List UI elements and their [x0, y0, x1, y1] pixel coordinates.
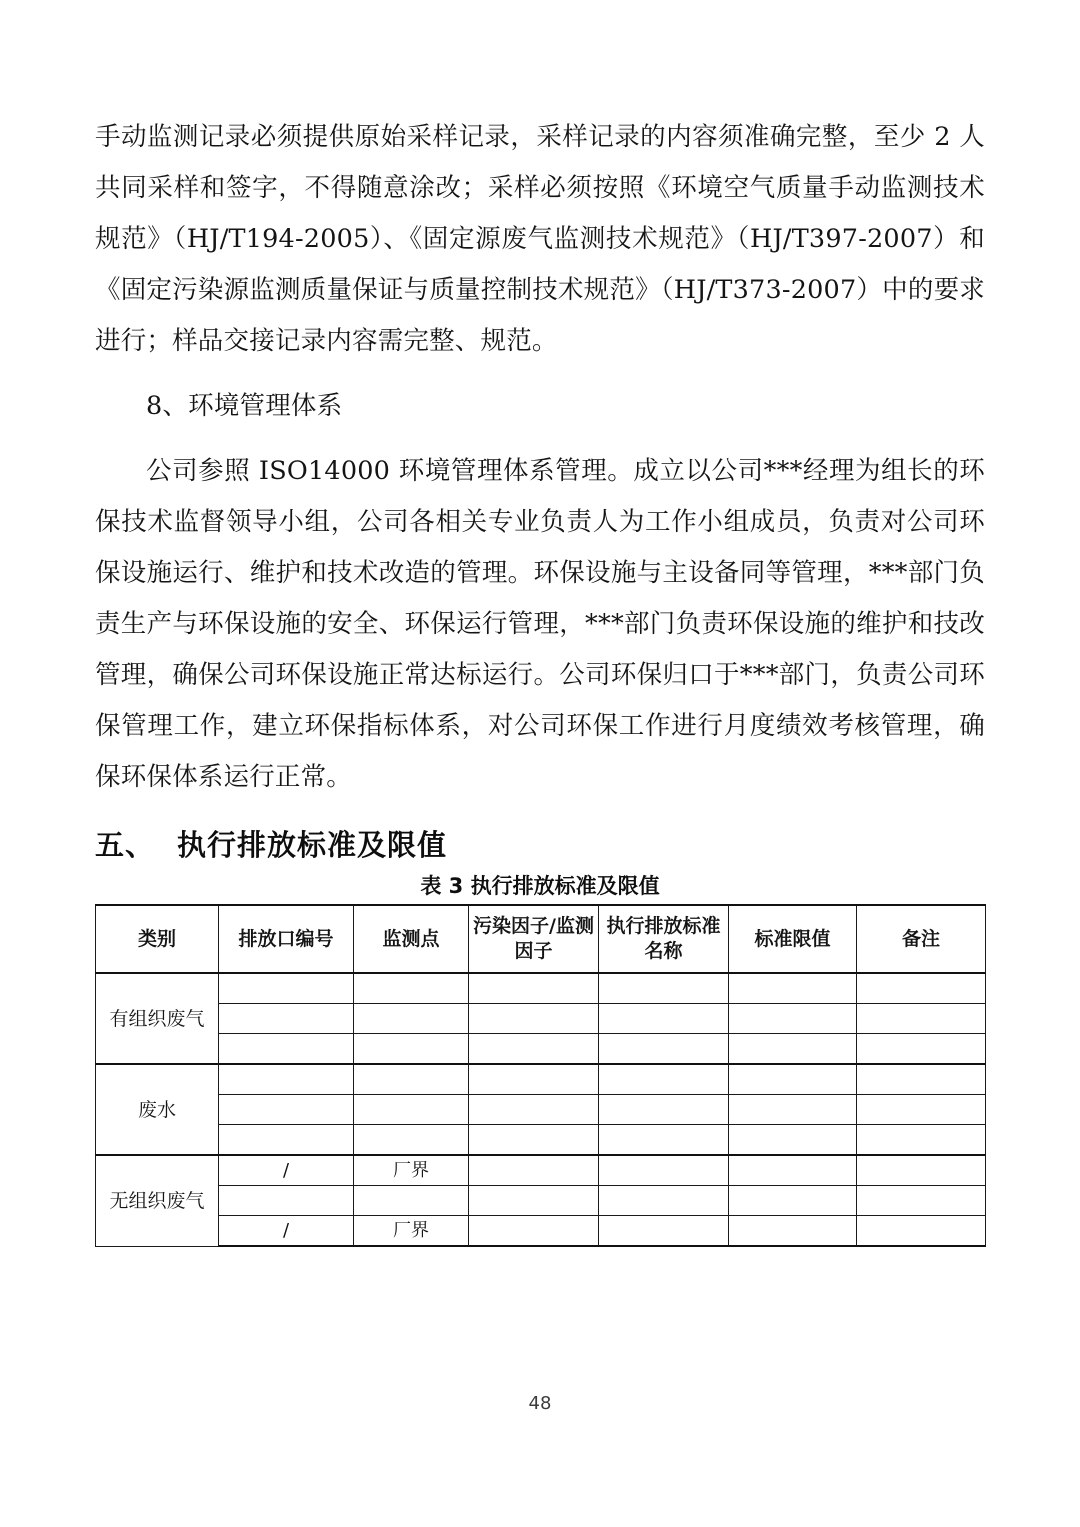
cell-standard-name [599, 1186, 729, 1216]
header-remark: 备注 [857, 905, 986, 973]
cell-standard-name [599, 1034, 729, 1065]
cell-category-wastewater: 废水 [96, 1064, 219, 1155]
cell-standard-name [599, 1216, 729, 1247]
cell-monitor-point [354, 1095, 469, 1125]
cell-pollutant-factor [469, 1034, 599, 1065]
cell-outlet-id: / [219, 1155, 354, 1186]
table-row [96, 1064, 986, 1095]
cell-monitor-point: 厂界 [354, 1216, 469, 1247]
cell-standard-name [599, 1095, 729, 1125]
cell-pollutant-factor [469, 1125, 599, 1156]
cell-pollutant-factor [469, 1155, 599, 1186]
cell-monitor-point [354, 973, 469, 1004]
header-category: 类别 [96, 905, 219, 973]
cell-pollutant-factor [469, 1004, 599, 1034]
cell-standard-limit [729, 1216, 857, 1247]
table-header-row [96, 905, 986, 973]
cell-standard-limit [729, 1064, 857, 1095]
cell-outlet-id [219, 1034, 354, 1065]
cell-pollutant-factor [469, 1095, 599, 1125]
cell-standard-name [599, 1064, 729, 1095]
cell-monitor-point [354, 1125, 469, 1156]
page-number: 48 [528, 1393, 552, 1414]
cell-outlet-id [219, 973, 354, 1004]
section-number: 五、 [95, 828, 156, 862]
table-row [96, 1034, 986, 1065]
cell-outlet-id [219, 1004, 354, 1034]
table-row [96, 1095, 986, 1125]
cell-standard-limit [729, 1186, 857, 1216]
cell-pollutant-factor [469, 1064, 599, 1095]
cell-standard-limit [729, 1125, 857, 1156]
cell-standard-limit [729, 1034, 857, 1065]
cell-standard-name [599, 1125, 729, 1156]
cell-standard-limit [729, 973, 857, 1004]
paragraph-environmental-management-system: 公司参照 ISO14000 环境管理体系管理。成立以公司***经理为组长的环保技术监督领导小组，公司各相关专业负责人为工作小组成员，负责对公司环保设施运行、维护和技术改造的管理。环保设施与主设备同等管理，***部门负责生产与环保设施的安全、环保运行管理，***部门负责环保设施的维护和技改管理，确保公司环保设施正常达标运行。公司环保归口于***部门，负责公司环保管理工作，建立环保指标体系，对公司环保工作进行月度绩效考核管理，确保环保体系运行正常。 [95, 456, 985, 792]
paragraph-monitoring-records: 手动监测记录必须提供原始采样记录，采样记录的内容须准确完整，至少 2 人共同采样和签字，不得随意涂改；采样必须按照《环境空气质量手动监测技术规范》（HJ/T194-2005）、《固定源废气监测技术规范》（HJ/T397-2007）和《固定污染源监测质量保证与质量控制技术规范》（HJ/T373-2007）中的要求进行；样品交接记录内容需完整、规范。 [95, 122, 985, 356]
cell-remark [857, 1004, 986, 1034]
spacer [95, 432, 985, 446]
table-row [96, 1216, 986, 1247]
section-heading-five [95, 823, 985, 867]
cell-remark [857, 1186, 986, 1216]
cell-remark [857, 1034, 986, 1065]
header-standard-name: 执行排放标准名称 [599, 905, 729, 973]
emission-standards-table [95, 904, 986, 1247]
cell-standard-limit [729, 1095, 857, 1125]
cell-standard-name [599, 973, 729, 1004]
cell-monitor-point: 厂界 [354, 1155, 469, 1186]
cell-standard-name [599, 1004, 729, 1034]
cell-pollutant-factor [469, 973, 599, 1004]
table-caption: 表 3 执行排放标准及限值 [420, 874, 660, 898]
cell-remark [857, 973, 986, 1004]
table-head [96, 905, 986, 973]
cell-remark [857, 1155, 986, 1186]
cell-standard-limit [729, 1004, 857, 1034]
cell-standard-limit [729, 1155, 857, 1186]
cell-monitor-point [354, 1004, 469, 1034]
cell-remark [857, 1064, 986, 1095]
cell-outlet-id: / [219, 1216, 354, 1247]
cell-pollutant-factor [469, 1216, 599, 1247]
spacer [95, 803, 985, 823]
cell-remark [857, 1125, 986, 1156]
header-monitor-point: 监测点 [354, 905, 469, 973]
header-pollutant-factor: 污染因子/监测因子 [469, 905, 599, 973]
cell-remark [857, 1216, 986, 1247]
table-row [96, 1186, 986, 1216]
section-title: 执行排放标准及限值 [177, 828, 448, 862]
cell-outlet-id [219, 1125, 354, 1156]
cell-outlet-id [219, 1064, 354, 1095]
heading-section-8: 8、环境管理体系 [146, 391, 343, 421]
table-row [96, 973, 986, 1004]
cell-monitor-point [354, 1186, 469, 1216]
table-row [96, 1155, 986, 1186]
cell-standard-name [599, 1155, 729, 1186]
cell-monitor-point [354, 1034, 469, 1065]
header-standard-limit: 标准限值 [729, 905, 857, 973]
cell-remark [857, 1095, 986, 1125]
table-body [96, 973, 986, 1246]
cell-outlet-id [219, 1095, 354, 1125]
table-row [96, 1125, 986, 1156]
cell-outlet-id [219, 1186, 354, 1216]
cell-monitor-point [354, 1064, 469, 1095]
cell-category-organized-waste-gas: 有组织废气 [96, 973, 219, 1064]
header-outlet-id: 排放口编号 [219, 905, 354, 973]
table-row [96, 1004, 986, 1034]
spacer [95, 367, 985, 381]
page-content [95, 112, 985, 1247]
cell-pollutant-factor [469, 1186, 599, 1216]
cell-category-unorganized-waste-gas: 无组织废气 [96, 1155, 219, 1246]
